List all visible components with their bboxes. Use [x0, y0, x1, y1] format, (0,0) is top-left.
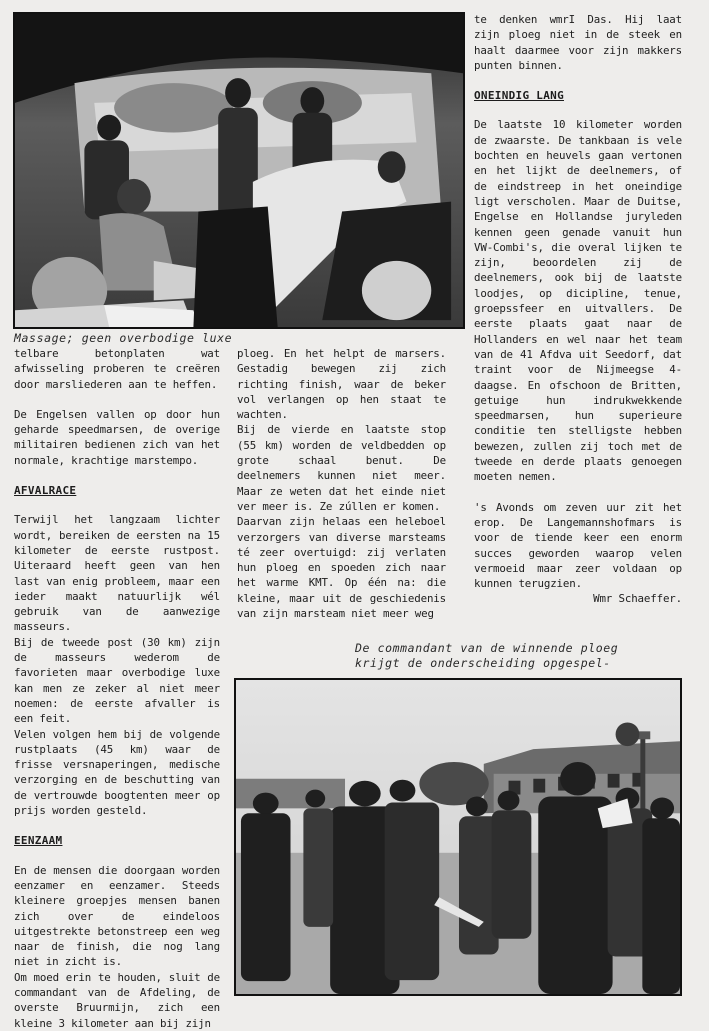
paragraph-third-rest: Velen volgen hem bij de volgende rustplaats (45 km) waar de frisse versnaperingen, medische verzorging en de beschutting van de vertrouwde boogtenten meer op prijs worden gesteld.: [14, 727, 220, 818]
paragraph-first-rest: Terwijl het langzaam lichter wordt, bereiken de eersten na 15 kilometer de eerste rustpost. Uiteraard heeft geen van hen last van enig probleem, maar een ieder maakt natuurlijk wél gebruik van de aanwezige masseurs.: [14, 513, 220, 634]
paragraph-last-kilometers: De laatste 10 kilometer worden de zwaarste. De tankbaan is vele bochten en heuvels gaan vertonen en het lijkt de deelnemers, of de eindstreep in het oneindige ligt verscholen. Maar de Duitse, Engelse en Hollandse juryleden kennen geen genade vanuit hun VW-Combi's, die overal lijken te zijn, beoordelen zij de deelnemers, ook bij de laatste loodjes, op dicipline, tenue, groepssfeer en uitvallers. De eerste plaats gaat naar de Hollanders en wel naar het team van de 41 Afdva uit Seedorf, dat traint voor de Nijmeegse 4-daagse. En ofschoon de Britten, getuige hun indrukwekkende speedmarsen, hun superieure conditie ten stelligste hebben bewezen, zullen zij toch met de tweede en derde plaats genoegen moeten nemen.: [474, 118, 682, 484]
paragraph-commander: Om moed erin te houden, sluit de commandant van de Afdeling, de overste Bruurmijn, zich een kleine 3 kilometer aan bij zijn: [14, 970, 220, 1030]
award-photo-image: [236, 680, 680, 994]
heading-afvalrace: AFVALRACE: [14, 484, 77, 498]
massage-photo-image: [15, 14, 463, 327]
massage-photo: [13, 12, 465, 329]
paragraph-team-helps: ploeg. En het helpt de marsers. Gestadig bewegen zij zich richting finish, waar de beker vol verlangen op hen staat te wachten.: [237, 347, 446, 422]
award-photo: [234, 678, 682, 996]
paragraph-fourth-stop: Bij de vierde en laatste stop (55 km) worden de veldbedden op grote schaal benut. De deelnemers kunnen niet meer. Maar ze weten dat het einde niet ver meer is. Ze zúllen er komen.: [237, 423, 446, 513]
paragraph-das: te denken wmrI Das. Hij laat zijn ploeg niet in de steek en haalt daarmee voor zijn makkers punten binnen.: [474, 13, 682, 72]
paragraph-lonely: En de mensen die doorgaan worden eenzamer en eenzamer. Steeds kleinere groepjes mensen banen zich over de eindeloos uitgestrekte betonstreep een weg naar de finish, die nog lang niet in zicht is.: [14, 863, 220, 969]
award-photo-caption: [355, 641, 695, 671]
heading-eenzaam: EENZAAM: [14, 834, 63, 848]
massage-photo-caption: Massage; geen overbodige luxe: [14, 331, 233, 345]
paragraph-intro: telbare betonplaten wat afwisseling proberen te creëren door marsliederen aan te heffen.: [14, 347, 220, 391]
heading-oneindig-lang: ONEINDIG LANG: [474, 89, 564, 103]
paragraph-second-post: Bij de tweede post (30 km) zijn de masseurs wederom de favorieten maar overbodige luxe kan men ze zeker al niet meer noemen: de eerste afvaller is een feit.: [14, 635, 220, 726]
award-caption-line-2: krijgt de onderscheiding opgespel-: [355, 656, 611, 670]
paragraph-evening: 's Avonds om zeven uur zit het erop. De Langemannshofmars is voor de tiende keer een enorm succes geworden waarop velen vermoeid maar zeer voldaan op kunnen terugzien.: [474, 500, 682, 591]
column-3: [474, 12, 682, 607]
column-1: [14, 346, 220, 1031]
author-signature: Wmr Schaeffer.: [593, 592, 682, 606]
award-caption-line-1: De commandant van de winnende ploeg: [355, 641, 619, 655]
paragraph-englishmen: De Engelsen vallen op door hun geharde speedmarsen, de overige militairen bedienen zich van het normale, krachtige marstempo.: [14, 407, 220, 467]
column-2: [237, 346, 446, 621]
paragraph-caretakers: Daarvan zijn helaas een heleboel verzorgers van diverse marsteams té zeer overtuigd: zij verlaten hun ploeg en spoeden zich naar het warme KMT. Op één na: die kleine, maar uit de geschiedenis van zijn marsteam niet meer weg: [237, 515, 446, 621]
